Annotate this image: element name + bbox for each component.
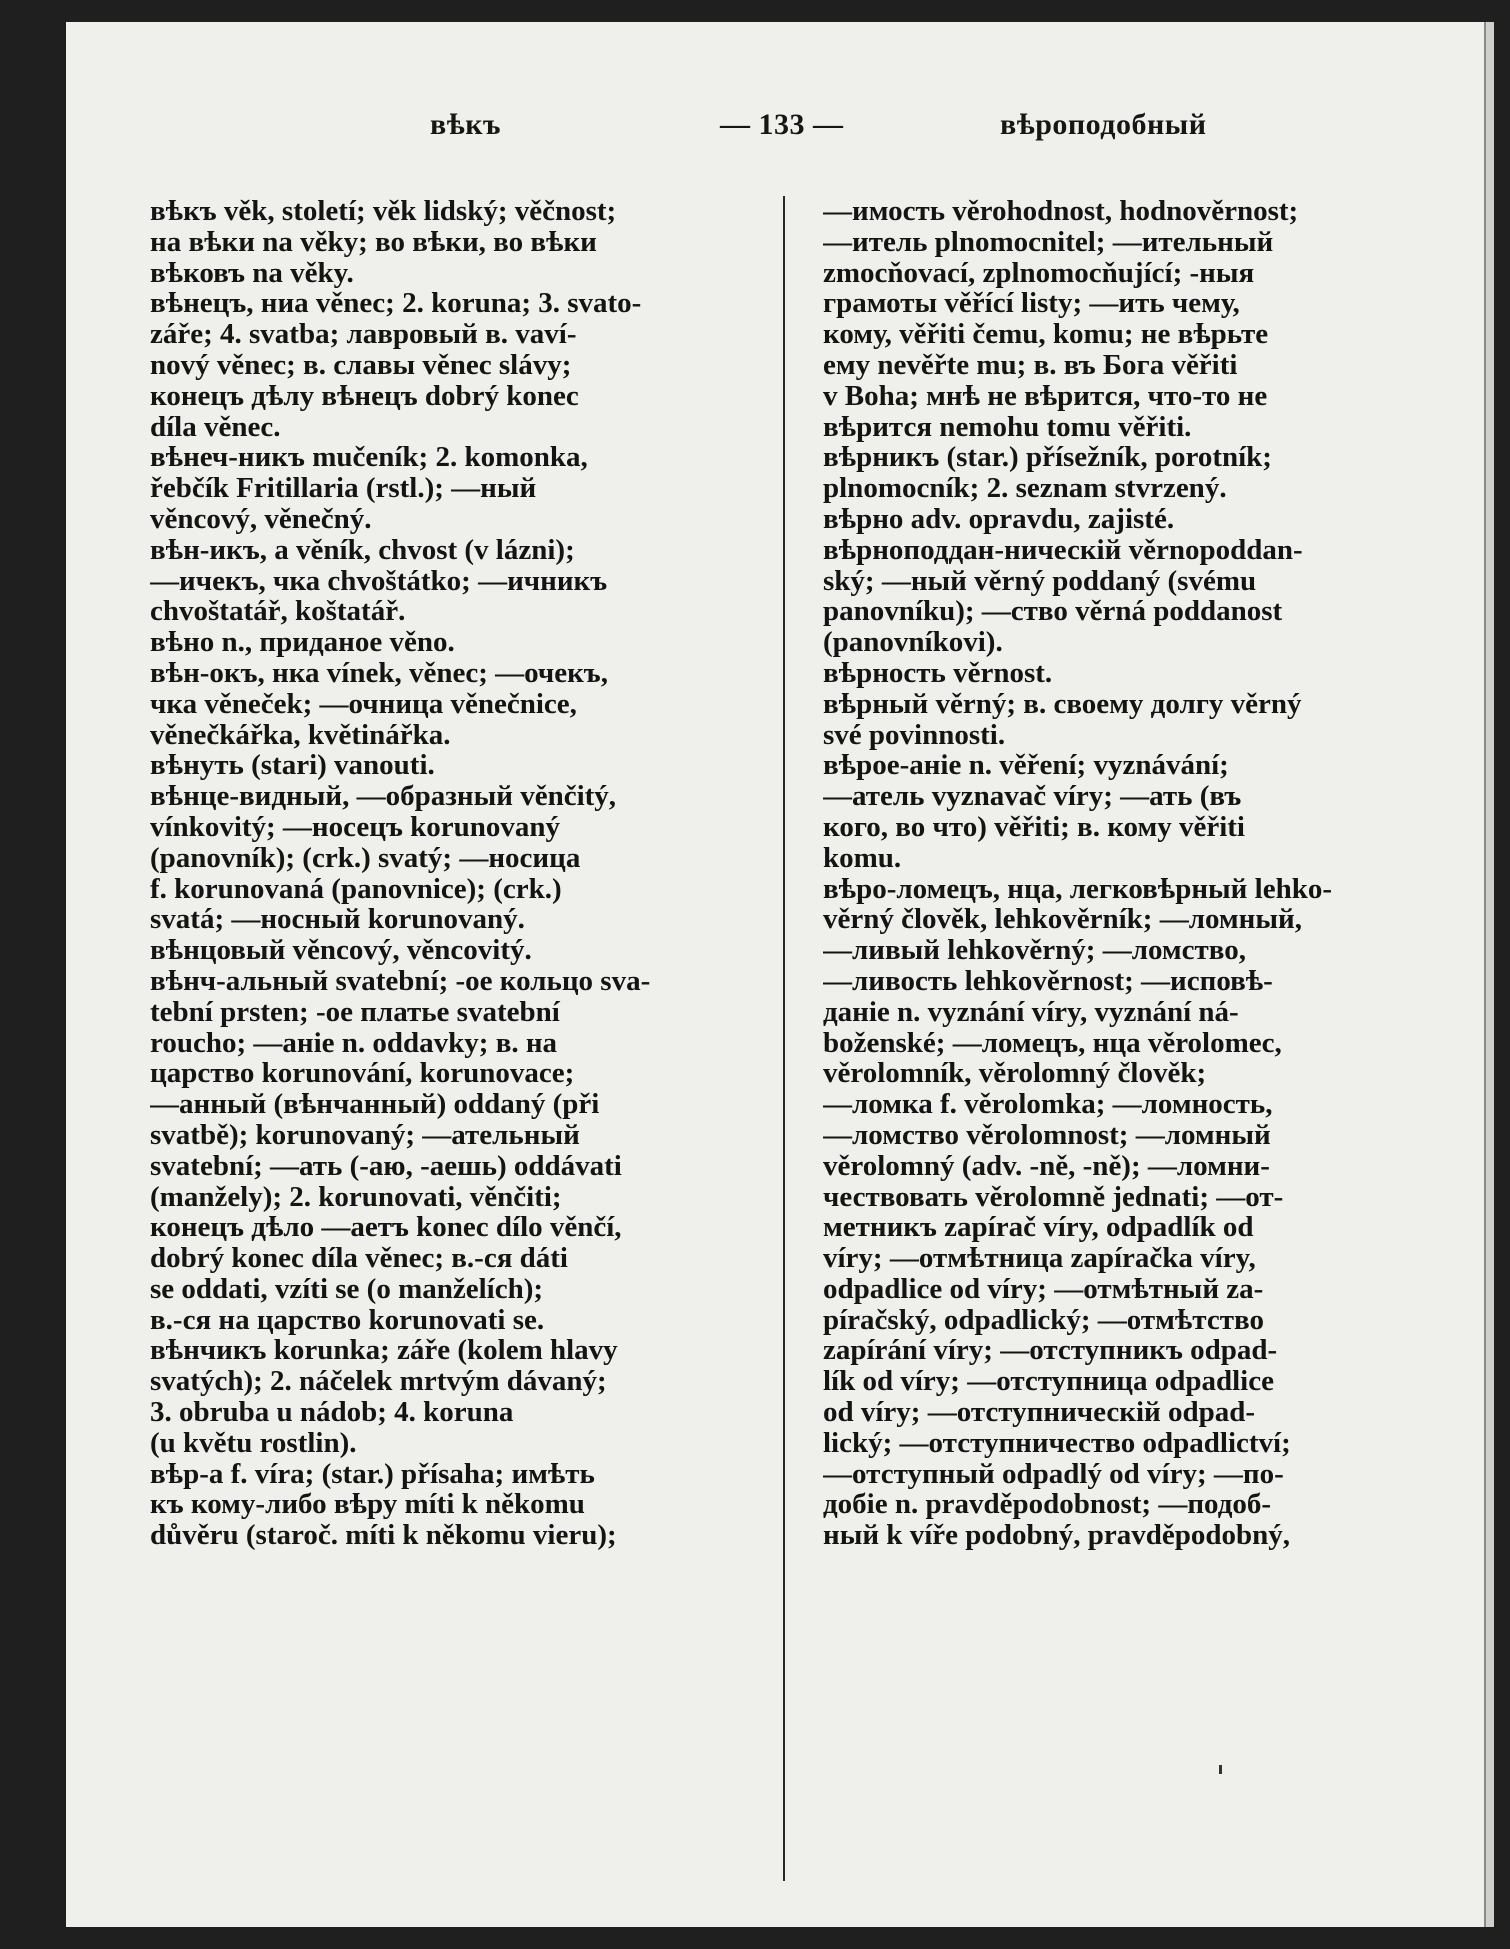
entry-line: f. korunovaná (panovnice); (crk.) [150, 873, 562, 905]
entry-line: vínkovitý; —носецъ korunovaný [150, 811, 560, 843]
entry-line: вѣнч-альный svatební; -ое кольцо sva- [150, 965, 651, 997]
entry-line: чествовать věrolomně jednati; —от- [823, 1181, 1284, 1213]
entry-line: zmocňovací, zplnomocňující; -ныя [823, 257, 1255, 289]
entry-line: víry; —отмѣтница zapíračka víry, [823, 1243, 1256, 1274]
print-speck [1219, 1765, 1222, 1774]
entry-line: věrolomník, věrolomný člověk; [823, 1058, 1207, 1090]
entry-line: —ливый lehkověrný; —ломство, [823, 935, 1247, 966]
entry-line: chvoštatář, koštatář. [150, 596, 406, 628]
entry-line: věrný člověk, lehkověrník; —ломный, [823, 904, 1302, 936]
entry-line: —ломство věrolomnost; —ломный [823, 1119, 1271, 1151]
entry-line: (manžely); 2. korunovati, věnčiti; [150, 1181, 562, 1213]
entry-line: царство korunování, korunovace; [150, 1058, 575, 1090]
entry-line: ему nevěřte mu; в. въ Бога věřiti [823, 349, 1238, 381]
entry-line: грамоты věřící listy; —ить чему, [823, 288, 1240, 320]
entry-line: —ичекъ, чка chvoštátko; —ичникъ [150, 565, 608, 597]
left-column [150, 196, 762, 1551]
entry-line: вѣрно adv. opravdu, zajisté. [823, 503, 1175, 535]
entry-line: lík od víry; —отступница odpadlice [823, 1366, 1274, 1398]
entry-line: od víry; —отступническій odpad- [823, 1397, 1256, 1428]
entry-line: komu. [823, 842, 902, 874]
entry-line: tební prsten; -ое платье svatební [150, 996, 560, 1028]
entry-line: вѣрность věrnost. [823, 657, 1053, 689]
entry-line: чка věneček; —очница věnečnice, [150, 688, 577, 720]
entry-line: даніе n. vyznání víry, vyznání ná- [823, 996, 1239, 1028]
entry-line: конецъ дѣлу вѣнецъ dobrý konec [150, 380, 579, 412]
entry-line: panovníku); —ство věrná poddanost [823, 596, 1283, 628]
entry-line: věncový, věnečný. [150, 503, 372, 535]
entry-line: boženské; —ломецъ, нца věrolomec, [823, 1027, 1282, 1059]
entry-line: svatých); 2. náčelek mrtvým dávaný; [150, 1366, 607, 1398]
entry-line: вѣн-икъ, а věník, chvost (v lázni); [150, 534, 575, 566]
entry-line: —ливость lehkověrnost; —исповѣ- [823, 965, 1273, 997]
entry-line: píračský, odpadlický; —отмѣтство [823, 1304, 1264, 1336]
entry-line: —итель plnomocnitel; —ительный [823, 226, 1274, 258]
entry-line: svatá; —носный korunovaný. [150, 904, 525, 936]
entry-line: вѣнце-видный, —образный věnčitý, [150, 781, 617, 812]
entry-line: вѣрный věrný; в. своему долгу věrný [823, 688, 1302, 720]
entry-line: вѣрится nemohu tomu věřiti. [823, 411, 1192, 443]
entry-line: důvěru (staroč. míti k někomu vieru); [150, 1520, 617, 1552]
entry-line: nový věnec; в. славы věnec slávy; [150, 349, 572, 381]
entry-line: —анный (вѣнчанный) oddaný (při [150, 1089, 600, 1120]
entry-line: вѣн-окъ, нка vínek, věnec; —очекъ, [150, 657, 608, 689]
right-column [823, 196, 1435, 1551]
entry-line: 3. obruba u nádob; 4. koruna [150, 1397, 514, 1428]
entry-line: вѣнуть (stari) vanouti. [150, 750, 435, 782]
entry-line: —отступный odpadlý od víry; —по- [823, 1458, 1284, 1490]
entry-line: на вѣки na věky; во вѣки, во вѣки [150, 226, 597, 258]
entry-line: вѣнеч-никъ mučeník; 2. komonka, [150, 442, 588, 474]
entry-line: —ломка f. věrolomka; —ломность, [823, 1089, 1273, 1120]
entry-line: ský; —ный věrný poddaný (svému [823, 565, 1257, 597]
entry-line: díla věnec. [150, 411, 281, 443]
entry-line: вѣно n., приданое věno. [150, 627, 455, 658]
entry-line: roucho; —аніе n. oddavky; в. на [150, 1027, 558, 1059]
entry-line: вѣкъ věk, století; věk lidský; věčnost; [150, 196, 617, 227]
entry-line: své povinnosti. [823, 719, 1006, 751]
entry-line: в.-ся на царство korunovati se. [150, 1304, 545, 1336]
entry-line: вѣрое-аніе n. věření; vyznávání; [823, 750, 1229, 782]
entry-line: věnečkářka, květinářka. [150, 719, 451, 751]
entry-line: odpadlice od víry; —отмѣтный za- [823, 1273, 1264, 1305]
page-number: — 133 — [720, 108, 844, 141]
entry-line: вѣковъ na věky. [150, 257, 354, 289]
entry-line: v Boha; мнѣ не вѣрится, что-то не [823, 380, 1268, 412]
entry-line: lický; —отступничество odpadlictví; [823, 1427, 1291, 1459]
entry-line: конецъ дѣло —аетъ konec dílo věnčí, [150, 1212, 622, 1244]
entry-line: věrolomný (adv. -ně, -ně); —ломни- [823, 1150, 1270, 1182]
entry-line: (panovníkovi). [823, 627, 1003, 658]
entry-line: svatební; —ать (-аю, -аешь) oddávati [150, 1150, 622, 1182]
entry-line: —атель vyznavač víry; —ать (въ [823, 781, 1242, 812]
left-guide-word: вѣкъ [430, 108, 501, 141]
column-divider [783, 196, 785, 1881]
entry-line: вѣнецъ, ниа věnec; 2. koruna; 3. svato- [150, 288, 642, 320]
entry-line: dobrý konec díla věnec; в.-ся dáti [150, 1243, 568, 1274]
entry-line: řebčík Fritillaria (rstl.); —ный [150, 473, 537, 504]
entry-line: (u květu rostlin). [150, 1427, 357, 1459]
entry-line: se oddati, vzíti se (o manželích); [150, 1273, 544, 1305]
entry-line: кому, věřiti čemu, komu; не вѣрьте [823, 319, 1269, 350]
entry-line: вѣнчикъ korunka; záře (kolem hlavy [150, 1335, 618, 1367]
entry-line: кого, во что) věřiti; в. кому věřiti [823, 811, 1245, 843]
entry-line: zapírání víry; —отступникъ odpad- [823, 1335, 1278, 1367]
entry-line: —имость věrohodnost, hodnověrnost; [823, 196, 1299, 227]
entry-line: вѣро-ломецъ, нца, легковѣрный lehko- [823, 873, 1332, 905]
entry-line: метникъ zapírač víry, odpadlík od [823, 1212, 1254, 1244]
entry-line: вѣр-а f. víra; (star.) přísaha; имѣть [150, 1458, 595, 1490]
page-edge [1484, 22, 1494, 1927]
right-guide-word: вѣроподобный [1000, 108, 1207, 141]
entry-line: (panovník); (crk.) svatý; —носица [150, 842, 581, 874]
entry-line: ный k víře podobný, pravděpodobný, [823, 1520, 1291, 1552]
entry-line: вѣрникъ (star.) přísežník, porotník; [823, 442, 1272, 474]
entry-line: svatbě); korunovaný; —ательный [150, 1119, 580, 1151]
entry-line: добіе n. pravděpodobnost; —подоб- [823, 1489, 1272, 1521]
entry-line: къ кому-либо вѣру míti k někomu [150, 1489, 585, 1521]
entry-line: вѣнцовый věncový, věncovitý. [150, 935, 532, 966]
entry-line: вѣрноподдан-ническій věrnopoddan- [823, 534, 1303, 566]
entry-line: záře; 4. svatba; лавровый в. vaví- [150, 319, 577, 350]
entry-line: plnomocník; 2. seznam stvrzený. [823, 473, 1227, 504]
